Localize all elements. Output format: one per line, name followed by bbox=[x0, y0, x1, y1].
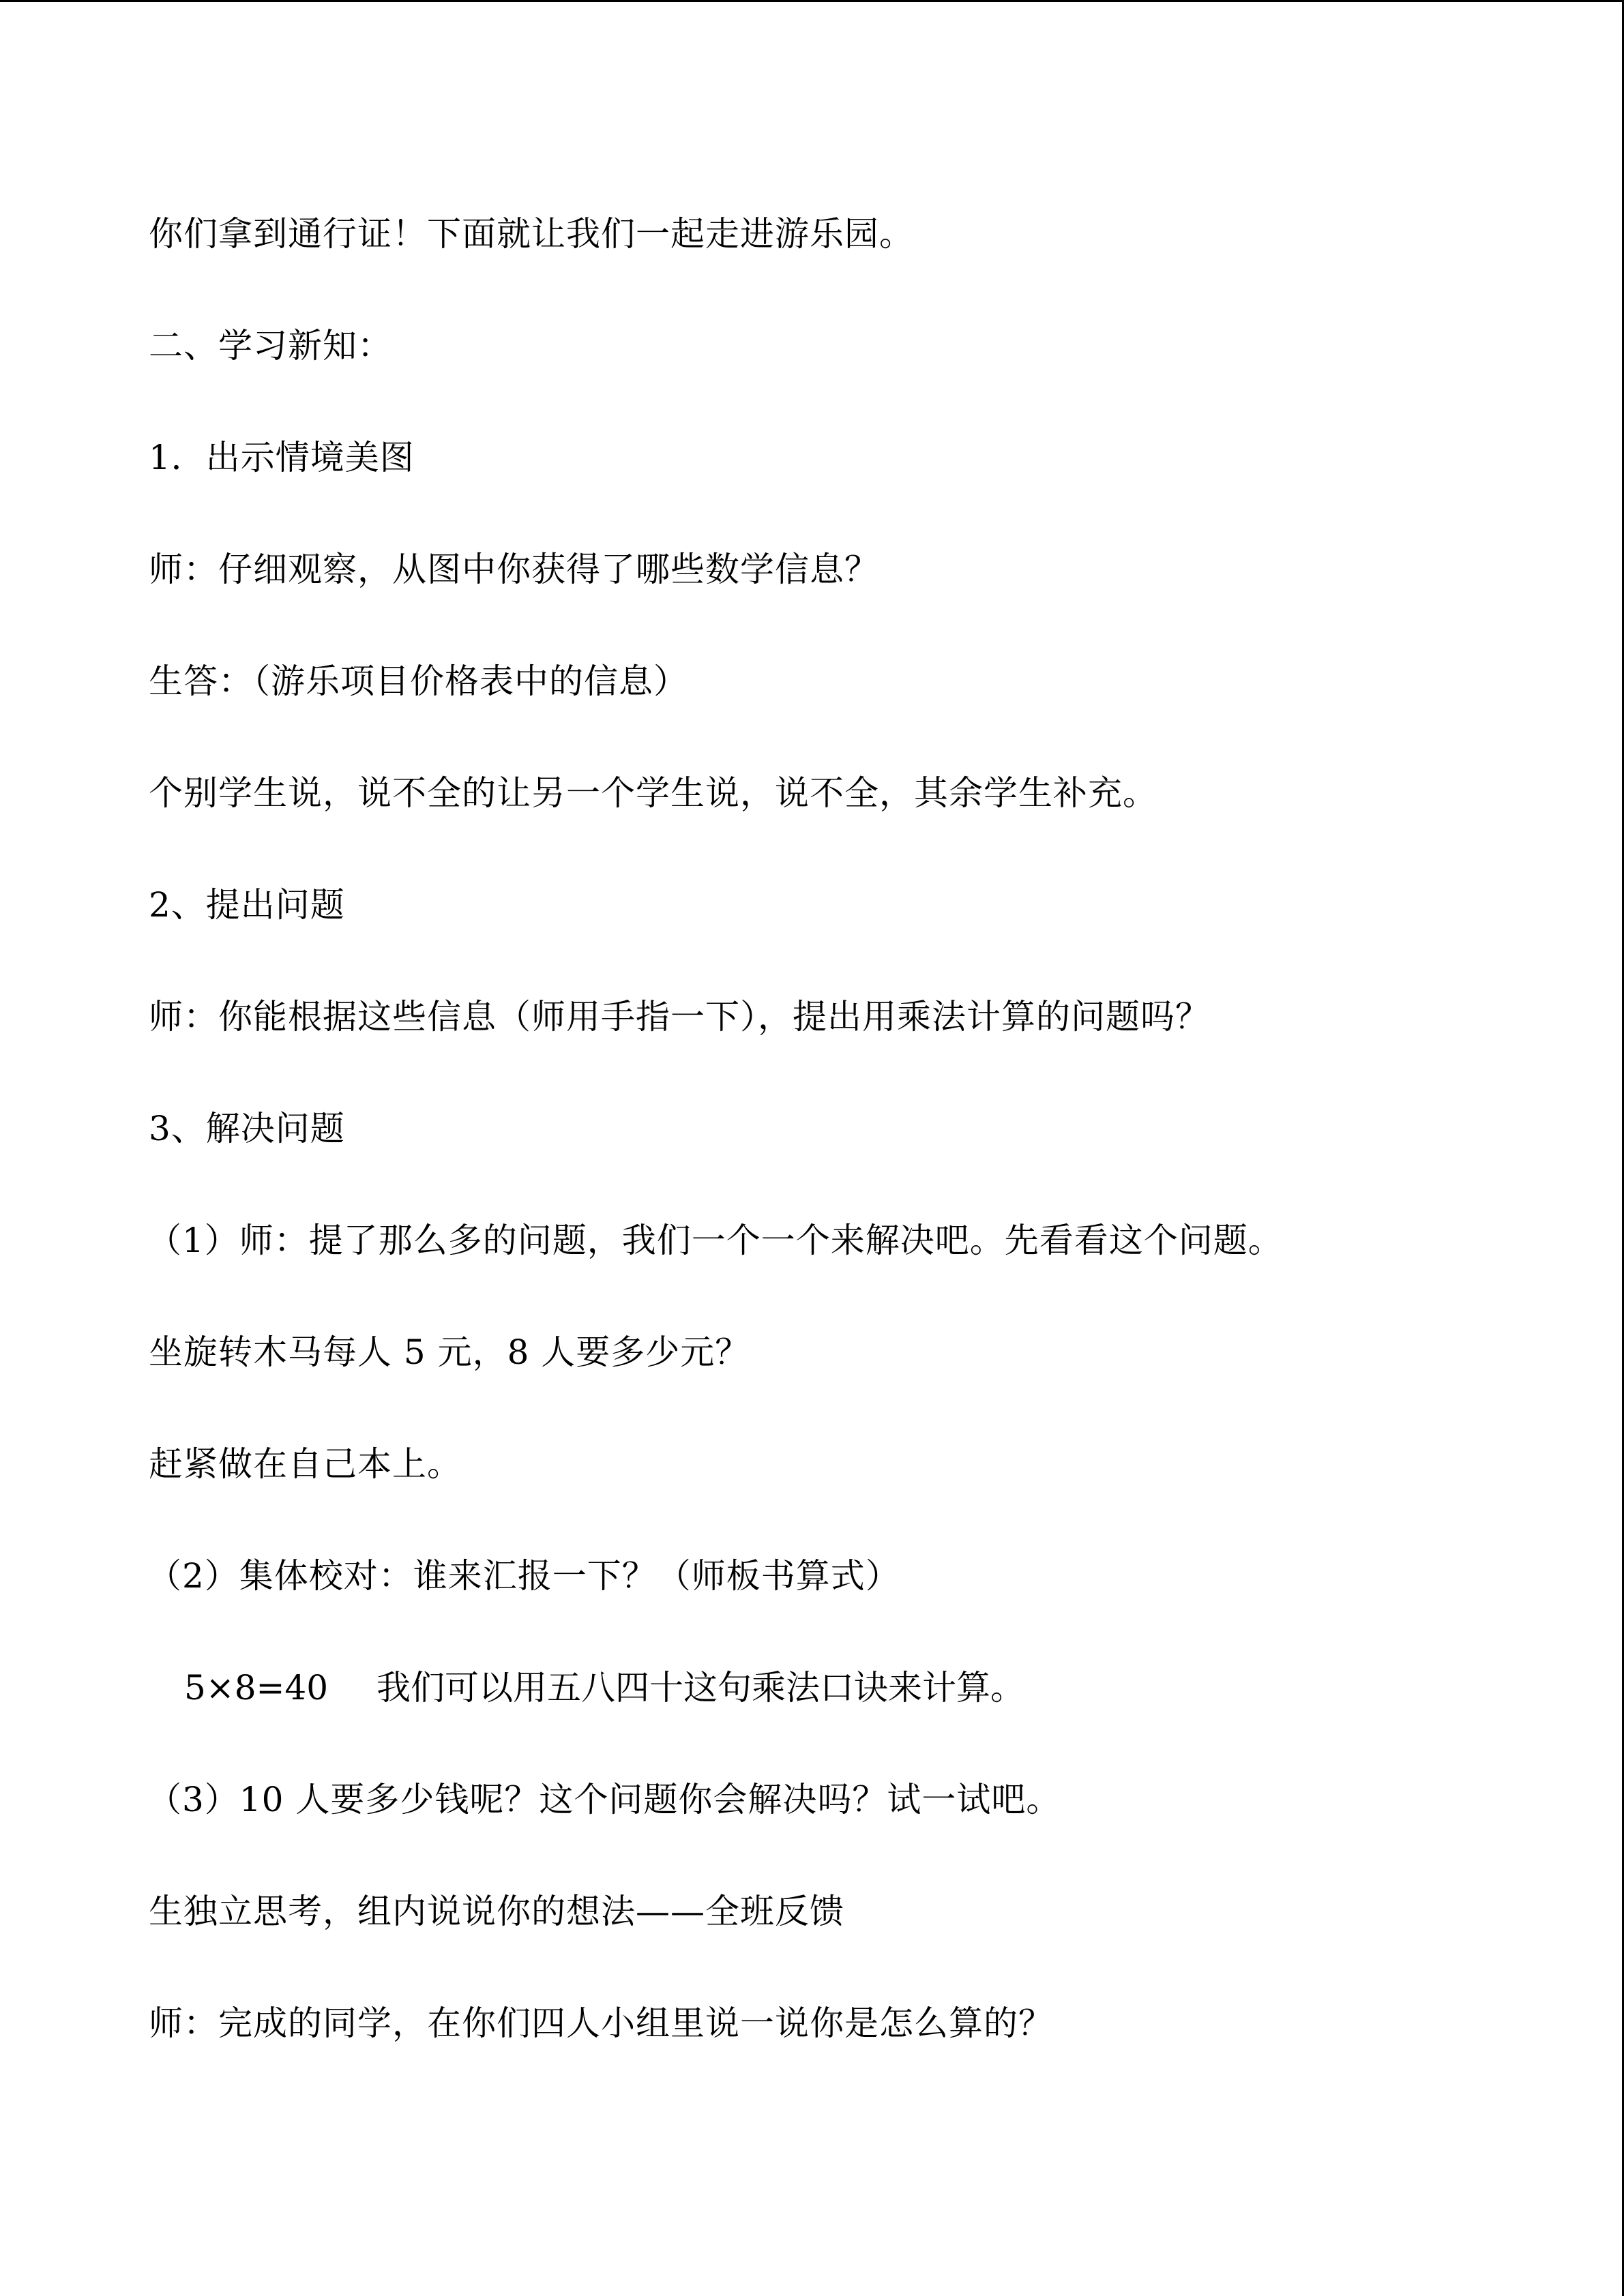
teacher-question-observe: 师：仔细观察，从图中你获得了哪些数学信息？ bbox=[149, 550, 879, 589]
paragraph-intro: 你们拿到通行证！下面就让我们一起走进游乐园。 bbox=[149, 214, 914, 254]
formula-line bbox=[149, 1668, 1513, 1708]
formula-explanation: 我们可以用五八四十这句乘法口诀来计算。 bbox=[377, 1668, 1024, 1708]
teacher-question-group: 师：完成的同学，在你们四人小组里说一说你是怎么算的？ bbox=[149, 2003, 1053, 2043]
paragraph-item-2: （2）集体校对：谁来汇报一下？（师板书算式） bbox=[147, 1556, 900, 1596]
formula-expression: 5×8=40 bbox=[184, 1668, 329, 1708]
paragraph-individual-students: 个别学生说，说不全的让另一个学生说，说不全，其余学生补充。 bbox=[149, 773, 1157, 813]
problem-carousel: 坐旋转木马每人 5 元，8 人要多少元？ bbox=[149, 1332, 750, 1372]
paragraph-do-in-notebook: 赶紧做在自己本上。 bbox=[149, 1444, 462, 1484]
paragraph-item-1: （1）师：提了那么多的问题，我们一个一个来解决吧。先看看这个问题。 bbox=[147, 1221, 1283, 1260]
page-border-top bbox=[0, 0, 1624, 2]
document-body bbox=[147, 214, 1513, 2118]
teacher-question-multiplication: 师：你能根据这些信息（师用手指一下），提出用乘法计算的问题吗？ bbox=[149, 997, 1210, 1037]
section-heading-learn-new: 二、学习新知： bbox=[149, 326, 392, 366]
step-ask-question: 2、提出问题 bbox=[149, 885, 345, 925]
student-answer: 生答：（游乐项目价格表中的信息） bbox=[149, 661, 688, 701]
paragraph-item-3: （3）10 人要多少钱呢？这个问题你会解决吗？试一试吧。 bbox=[147, 1780, 1061, 1819]
step-show-scene: 1．出示情境美图 bbox=[149, 438, 415, 477]
step-solve-problem: 3、解决问题 bbox=[149, 1109, 345, 1148]
paragraph-independent-thinking: 生独立思考，组内说说你的想法——全班反馈 bbox=[149, 1892, 844, 1931]
